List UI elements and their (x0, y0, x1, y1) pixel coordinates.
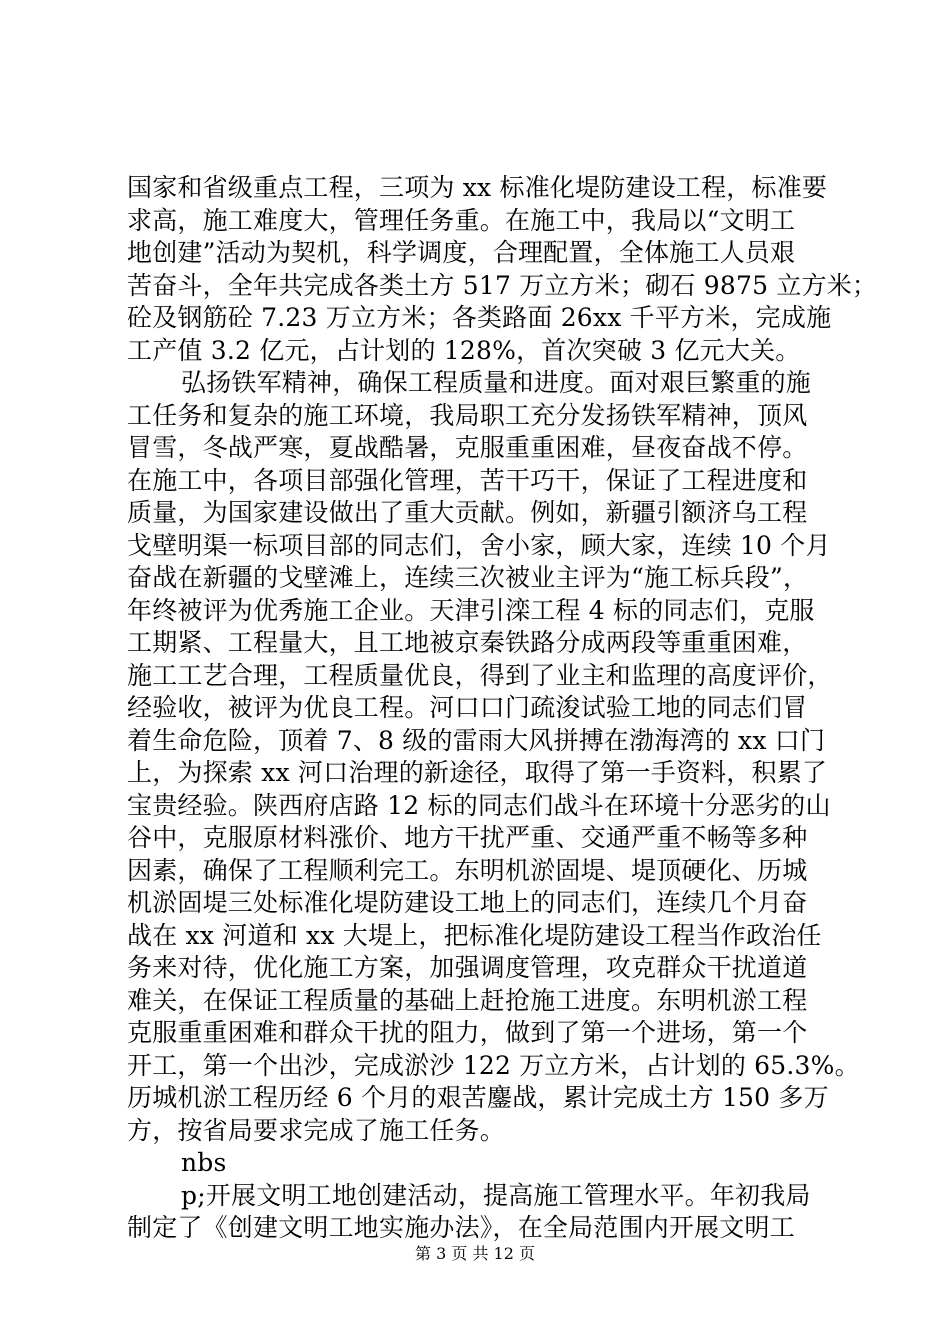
text-line: 施工工艺合理，工程质量优良，得到了业主和监理的高度评价， (127, 660, 833, 690)
text-line: 开工，第一个出沙，完成淤沙 122 万立方米，占计划的 65.3%。 (127, 1050, 860, 1080)
text-line: 务来对待，优化施工方案，加强调度管理，攻克群众干扰道道 (127, 953, 808, 982)
text-line: 求高，施工难度大，管理任务重。在施工中，我局以“文明工 (127, 205, 796, 235)
text-line: 机淤固堤三处标准化堤防建设工地上的同志们，连续几个月奋 (127, 888, 808, 917)
text-line: 着生命危险，顶着 7、8 级的雷雨大风拼搏在渤海湾的 xx 口门 (127, 725, 826, 755)
text-line: 难关，在保证工程质量的基础上赶抢施工进度。东明机淤工程 (127, 985, 808, 1015)
text-line: 戈壁明渠一标项目部的同志们，舍小家，顾大家，连续 10 个月 (127, 530, 831, 560)
text-line: 方，按省局要求完成了施工任务。 (127, 1115, 506, 1145)
text-line: 克服重重困难和群众干扰的阻力，做到了第一个进场，第一个 (127, 1018, 808, 1047)
body-text (127, 172, 878, 1245)
text-line: 战在 xx 河道和 xx 大堤上，把标准化堤防建设工程当作政治任 (127, 920, 822, 950)
paragraph-first-line: 弘扬铁军精神，确保工程质量和进度。面对艰巨繁重的施 (181, 368, 812, 397)
text-line: 冒雪，冬战严寒，夏战酷暑，克服重重困难，昼夜奋战不停。 (127, 433, 808, 462)
page-footer (0, 1244, 950, 1264)
text-line: 奋战在新疆的戈壁滩上，连续三次被业主评为“施工标兵段”， (127, 563, 809, 592)
text-line: 工期紧、工程量大，且工地被京秦铁路分成两段等重重困难， (127, 628, 808, 657)
text-line: 历城机淤工程历经 6 个月的艰苦鏖战，累计完成土方 150 多万 (127, 1083, 829, 1112)
text-line: 苦奋斗，全年共完成各类土方 517 万立方米；砌石 9875 立方米； (127, 270, 878, 300)
text-line: 工任务和复杂的施工环境，我局职工充分发扬铁军精神，顶风 (127, 400, 808, 430)
text-line: 上，为探索 xx 河口治理的新途径，取得了第一手资料，积累了 (127, 758, 828, 787)
text-line: 经验收，被评为优良工程。河口口门疏浚试验工地的同志们冒 (127, 693, 808, 722)
text-line: 地创建”活动为契机，科学调度，合理配置，全体施工人员艰 (127, 238, 796, 267)
text-line: 因素，确保了工程顺利完工。东明机淤固堤、堤顶硬化、历城 (127, 855, 808, 885)
text-line: 年终被评为优秀施工企业。天津引滦工程 4 标的同志们，克服 (127, 595, 815, 625)
text-line: 宝贵经验。陕西府店路 12 标的同志们战斗在环境十分恶劣的山 (127, 790, 831, 820)
paragraph-first-line: nbs (181, 1148, 227, 1177)
paragraph-first-line: p;开展文明工地创建活动，提高施工管理水平。年初我局 (181, 1180, 811, 1210)
text-line: 在施工中，各项目部强化管理，苦干巧干，保证了工程进度和 (127, 465, 808, 495)
text-line: 制定了《创建文明工地实施办法》，在全局范围内开展文明工 (127, 1213, 795, 1242)
text-line: 工产值 3.2 亿元，占计划的 128%，首次突破 3 亿元大关。 (127, 335, 801, 365)
text-line: 质量，为国家建设做出了重大贡献。例如，新疆引额济乌工程 (127, 498, 808, 527)
text-line: 谷中，克服原材料涨价、地方干扰严重、交通严重不畅等多种 (127, 823, 808, 852)
text-line: 国家和省级重点工程，三项为 xx 标准化堤防建设工程，标准要 (127, 173, 828, 202)
page-number: 第 3 页 共 12 页 (415, 1244, 535, 1263)
text-line: 砼及钢筋砼 7.23 万立方米；各类路面 26xx 千平方米，完成施 (127, 303, 832, 332)
